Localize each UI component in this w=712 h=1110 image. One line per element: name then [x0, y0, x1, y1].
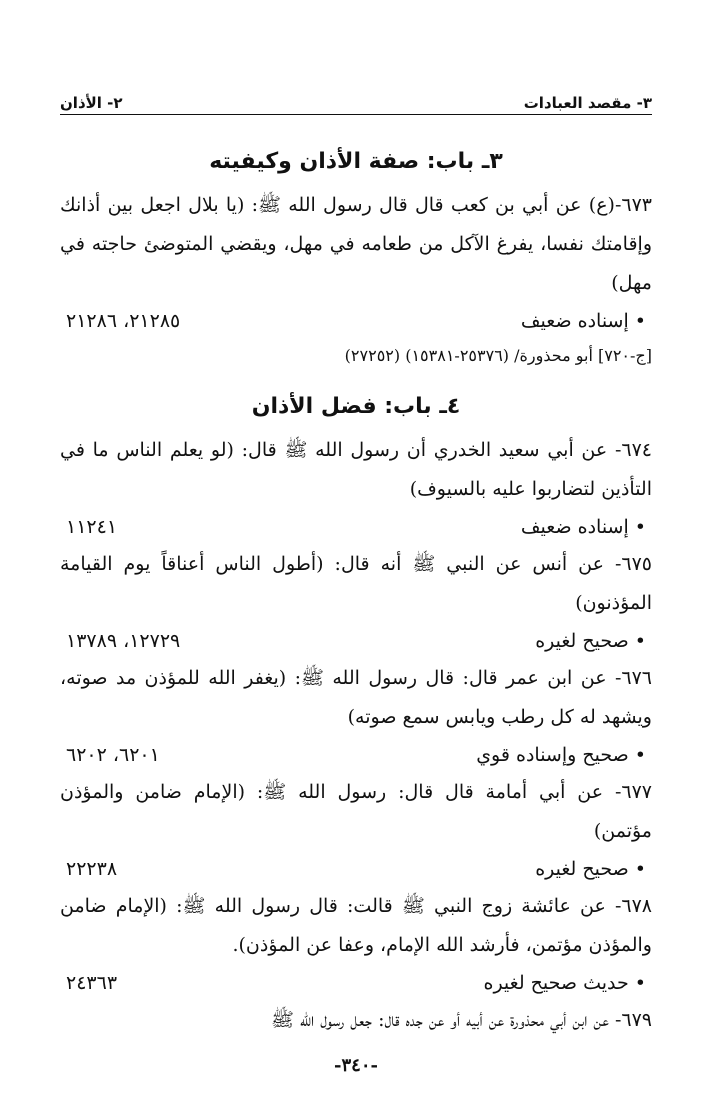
- grade-line: [60, 509, 652, 545]
- hadith-text: ٦٧٦- عن ابن عمر قال: قال رسول الله ﷺ: (يغفر الله للمؤذن مد صوته، ويشهد له كل رطب ويابس سمع صوته): [60, 667, 652, 728]
- hadith-text: ٦٧٤- عن أبي سعيد الخدري أن رسول الله ﷺ قال: (لو يعلم الناس ما في التأذين لتضاربوا عليه بالسيوف): [60, 439, 652, 500]
- header-rule: [60, 114, 652, 115]
- hadith-text: ٦٧٥- عن أنس عن النبي ﷺ أنه قال: (أطول الناس أعناقاً يوم القيامة المؤذنون): [60, 553, 652, 614]
- header-section: ٢- الأذان: [60, 94, 123, 112]
- grade-text: • صحيح لغيره: [535, 630, 646, 652]
- reference-numbers: ١٢٧٢٩، ١٣٧٨٩: [66, 630, 181, 652]
- running-header: [60, 86, 652, 112]
- grade-text: • صحيح وإسناده قوي: [476, 744, 646, 766]
- grade-text: • صحيح لغيره: [535, 858, 646, 880]
- grade-line: [60, 965, 652, 1001]
- reference-numbers: ١١٢٤١: [66, 516, 118, 538]
- grade-line: [60, 737, 652, 773]
- page-number: -٣٤٠-: [334, 1055, 378, 1076]
- grade-line: [60, 623, 652, 659]
- grade-line: [60, 851, 652, 887]
- grade-text: • إسناده ضعيف: [520, 310, 646, 332]
- chapter-title: ٤ـ باب: فضل الأذان: [251, 394, 461, 419]
- reference-numbers: ٢١٢٨٥، ٢١٢٨٦: [66, 310, 181, 332]
- hadith-text: ٦٧٧- عن أبي أمامة قال قال: رسول الله ﷺ: (الإمام ضامن والمؤذن مؤتمن): [60, 781, 652, 842]
- hadith-text: ٦٧٨- عن عائشة زوج النبي ﷺ قالت: قال رسول الله ﷺ: (الإمام ضامن والمؤذن مؤتمن، فأرشد الله الإمام، وعفا عن المؤذن).: [60, 895, 652, 956]
- chapter-title: ٣ـ باب: صفة الأذان وكيفيته: [209, 149, 503, 174]
- header-chapter: ٣- مقصد العبادات: [523, 94, 652, 112]
- reference-numbers: ٦٢٠١، ٦٢٠٢: [66, 744, 160, 766]
- reference-numbers: ٢٢٢٣٨: [66, 858, 118, 880]
- hadith-text: ٦٧٩- عن ابن أبي محذورة عن أبيه أو عن جده قال: جعل رسول الله ﷺ: [270, 1009, 652, 1031]
- hadith-text: ٦٧٣-(ع) عن أبي بن كعب قال قال رسول الله ﷺ: (يا بلال اجعل بين أذانك وإقامتك نفسا، يفرغ الآكل من طعامه في مهل، ويقضي المتوضئ حاجته في مهل): [60, 194, 652, 294]
- grade-text: • إسناده ضعيف: [520, 516, 646, 538]
- grade-text: • حديث صحيح لغيره: [483, 972, 646, 994]
- page-content: [60, 136, 652, 1040]
- reference-numbers: ٢٤٣٦٣: [66, 972, 118, 994]
- cross-reference: [ج-٧٢٠] أبو محذورة/ (٢٥٣٧٦-١٥٣٨١) (٢٧٢٥٢): [344, 346, 652, 365]
- grade-line: [60, 303, 652, 339]
